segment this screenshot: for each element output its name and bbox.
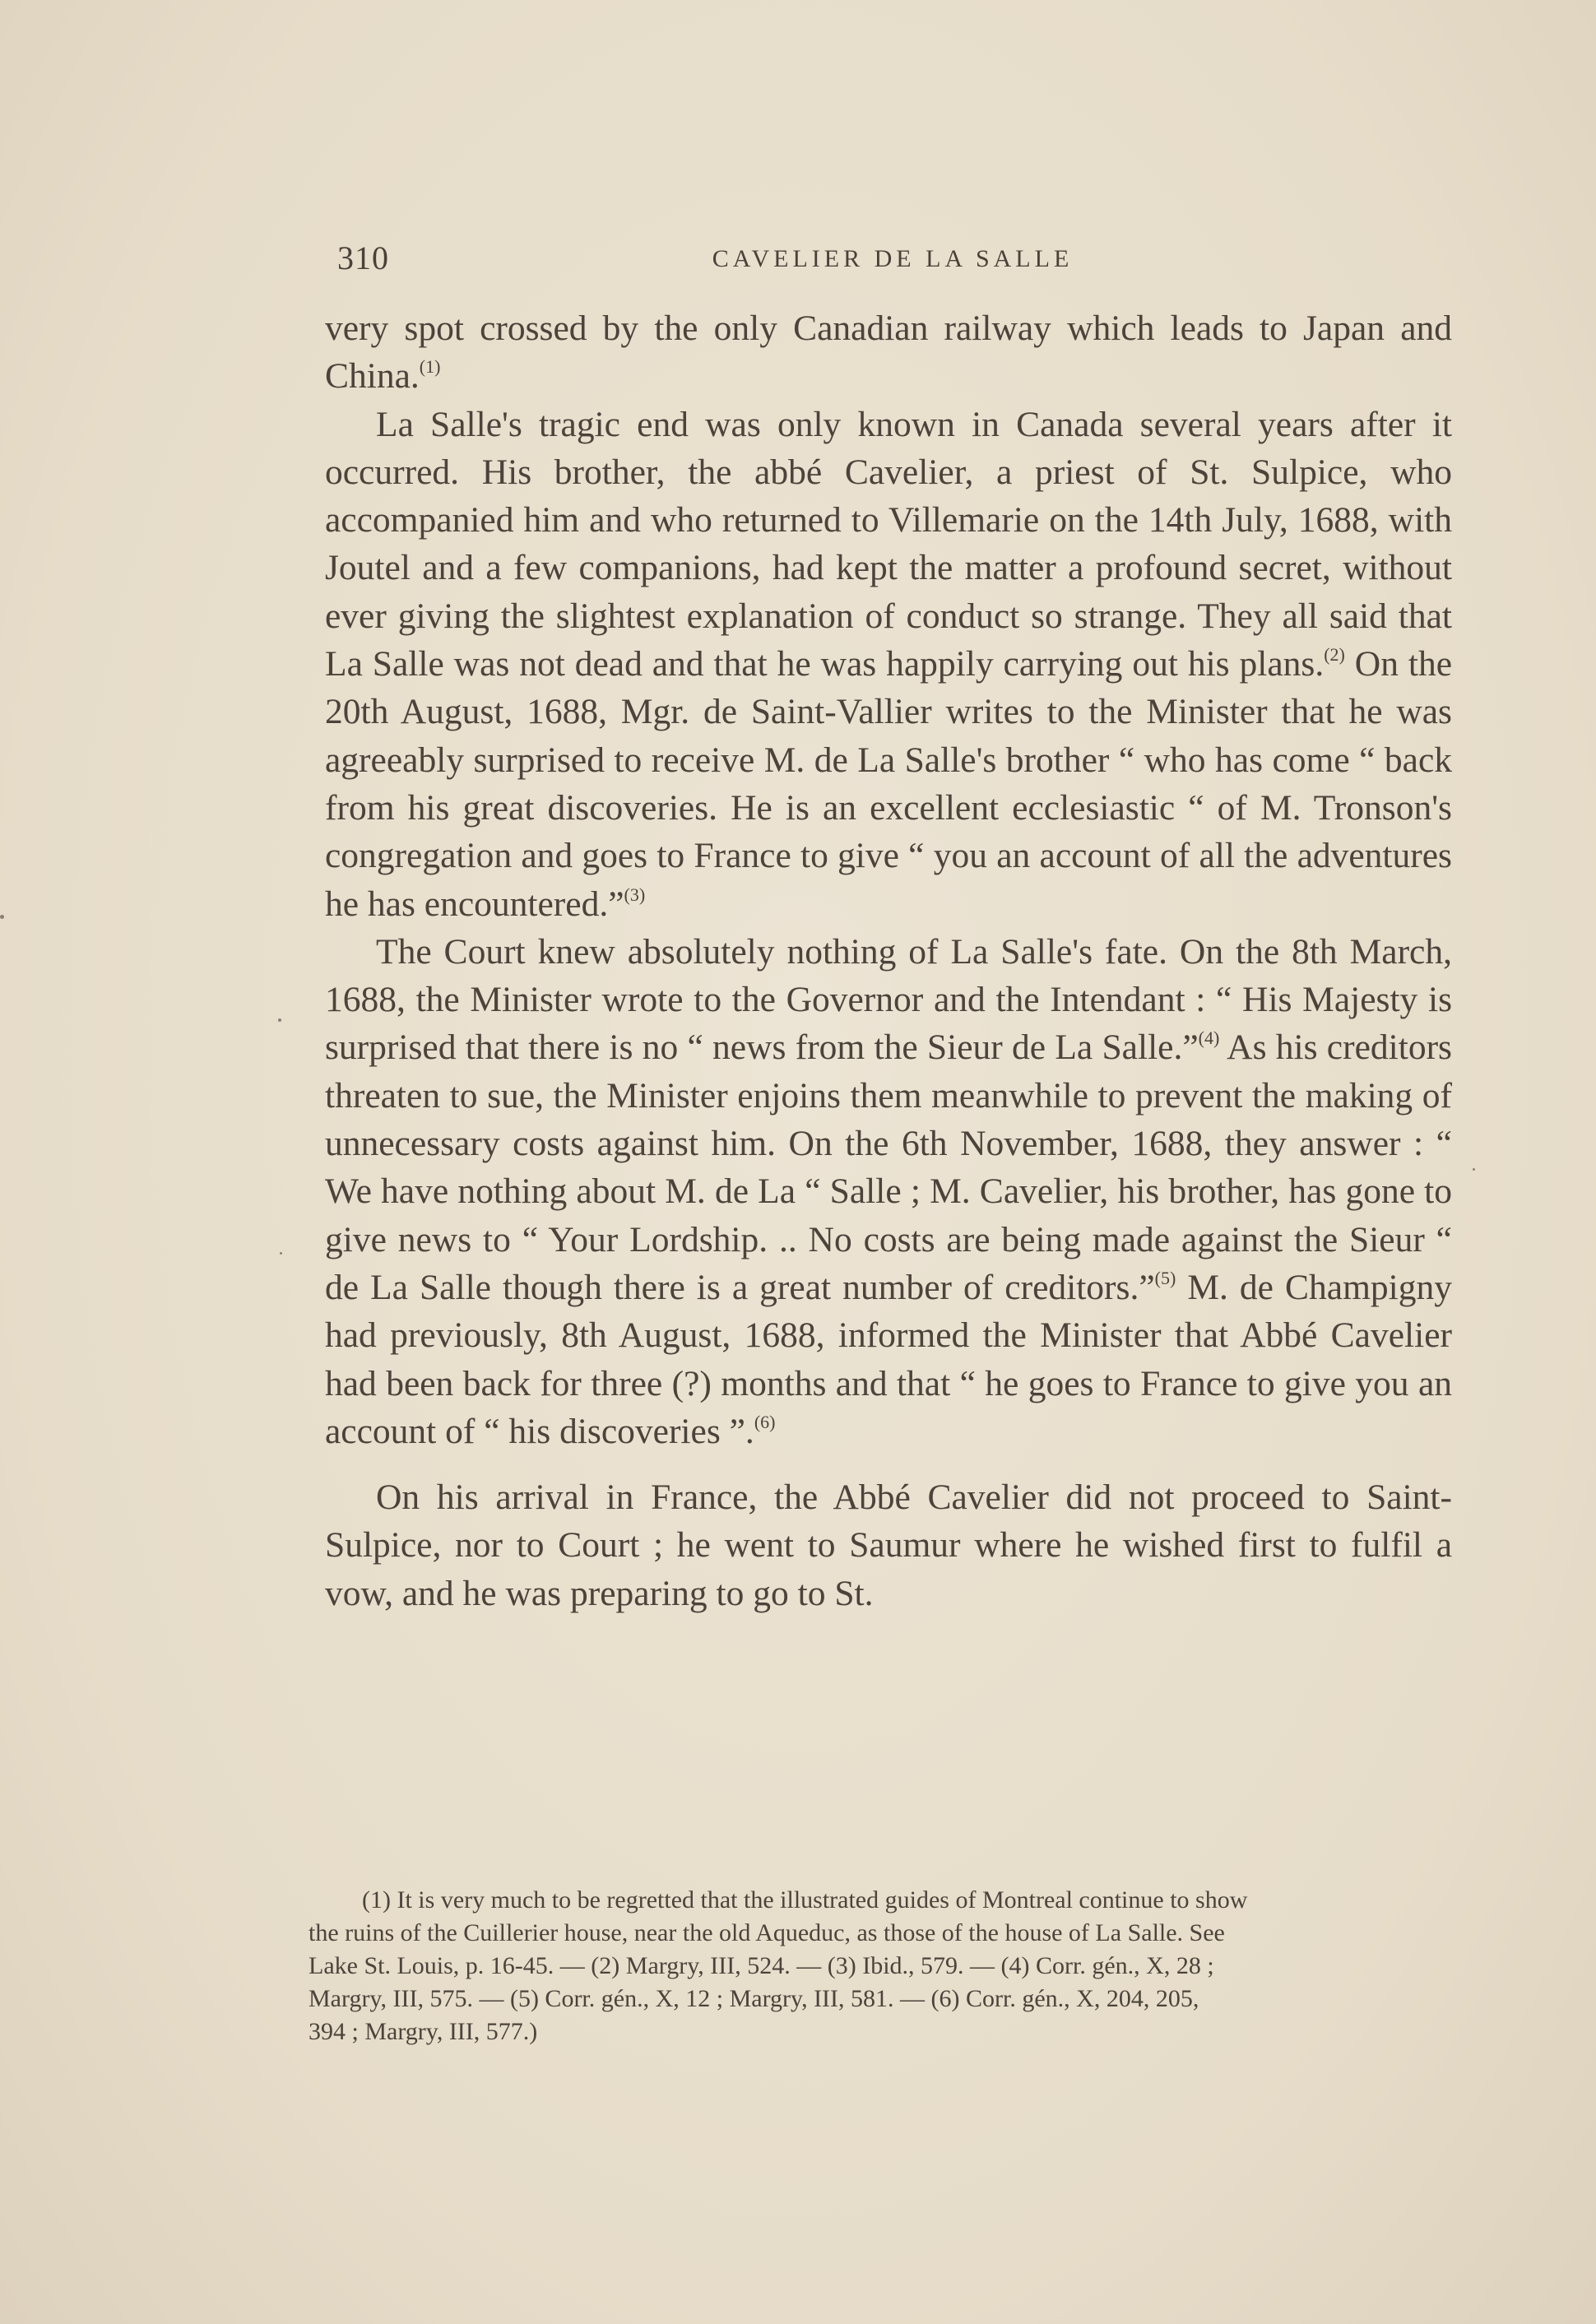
text-run: On the 20th August, 1688, Mgr. de Saint-Vallier writes to the Minister that he was agreeably surprised to receive M. de La Salle's brother “ who has come “ back from his great discoveries. He is an excellent ecclesiastic “ of M. Tronson's congregation and goes to France to give “ you an account of all the adventures he has encountered.” xyxy=(325,644,1452,924)
paper-speck xyxy=(0,915,4,919)
page-header xyxy=(337,239,1448,280)
paper-speck xyxy=(280,1252,282,1255)
footnote-marker: (3) xyxy=(624,884,646,905)
text-run: M. de Champigny had previously, 8th August, 1688, informed the Minister that Abbé Cavelier had been back for three (?) months and that “ he goes to France to give you an account of “ his discoveries ”. xyxy=(325,1267,1453,1451)
text-run: On his arrival in France, the Abbé Cavelier did not proceed to Saint-Sulpice, nor to Court ; he went to Saumur where he wished first to fulfil a vow, and he was preparing to go to St. xyxy=(325,1477,1452,1613)
text-run: very spot crossed by the only Canadian railway which leads to Japan and China. xyxy=(325,308,1452,397)
text-run: As his creditors threaten to sue, the Minister enjoins them meanwhile to prevent the making of unnecessary costs against him. On the 6th November, 1688, they answer : “ We have nothing about M. de La “ Salle ; M. Cavelier, his brother, has gone to give news to “ Your Lordship. .. No costs are being made against the Sieur “ de La Salle though there is a great number of creditors.” xyxy=(325,1027,1452,1307)
footnote-marker: (6) xyxy=(754,1411,776,1432)
footnote-line: Lake St. Louis, p. 16-45. — (2) Margry, III, 524. — (3) Ibid., 579. — (4) Corr. gén., X, 28 ; xyxy=(309,1952,1214,1979)
paper-speck xyxy=(1473,1168,1475,1171)
footnote-marker: (2) xyxy=(1324,644,1345,666)
footnote-line: 394 ; Margry, III, 577.) xyxy=(309,2018,538,2045)
page-number: 310 xyxy=(337,239,389,276)
footnote-marker: (1) xyxy=(419,356,441,378)
paragraph xyxy=(325,304,1452,401)
footnote-marker: (5) xyxy=(1154,1267,1176,1288)
paragraph xyxy=(325,1473,1452,1617)
footnote-line: Margry, III, 575. — (5) Corr. gén., X, 12 ; Margry, III, 581. — (6) Corr. gén., X, 204, 205, xyxy=(309,1985,1199,2012)
running-title: CAVELIER DE LA SALLE xyxy=(712,245,1074,272)
text-run: La Salle's tragic end was only known in Canada several years after it occurred. His brother, the abbé Cavelier, a priest of St. Sulpice, who accompanied him and who returned to Villemarie on the 14th July, 1688, with Joutel and a few companions, had kept the matter a profound secret, without ever giving the slightest explanation of conduct so strange. They all said that La Salle was not dead and that he was happily carrying out his plans. xyxy=(325,404,1452,684)
paragraph xyxy=(325,401,1452,928)
text-run: The Court knew absolutely nothing of La Salle's fate. On the 8th March, 1688, the Minister wrote to the Governor and the Intendant : “ His Majesty is surprised that there is no “ news from the Sieur de La Salle.” xyxy=(325,931,1452,1068)
footnote-line: the ruins of the Cuillerier house, near the old Aqueduc, as those of the house of La Salle. See xyxy=(309,1919,1225,1946)
footnotes xyxy=(309,1884,1431,2048)
paragraph xyxy=(325,928,1452,1455)
footnote-marker: (4) xyxy=(1198,1027,1220,1049)
paper-speck xyxy=(278,1018,281,1022)
footnote-line: (1) It is very much to be regretted that the illustrated guides of Montreal continue to show xyxy=(362,1886,1248,1913)
main-text xyxy=(325,304,1452,1617)
